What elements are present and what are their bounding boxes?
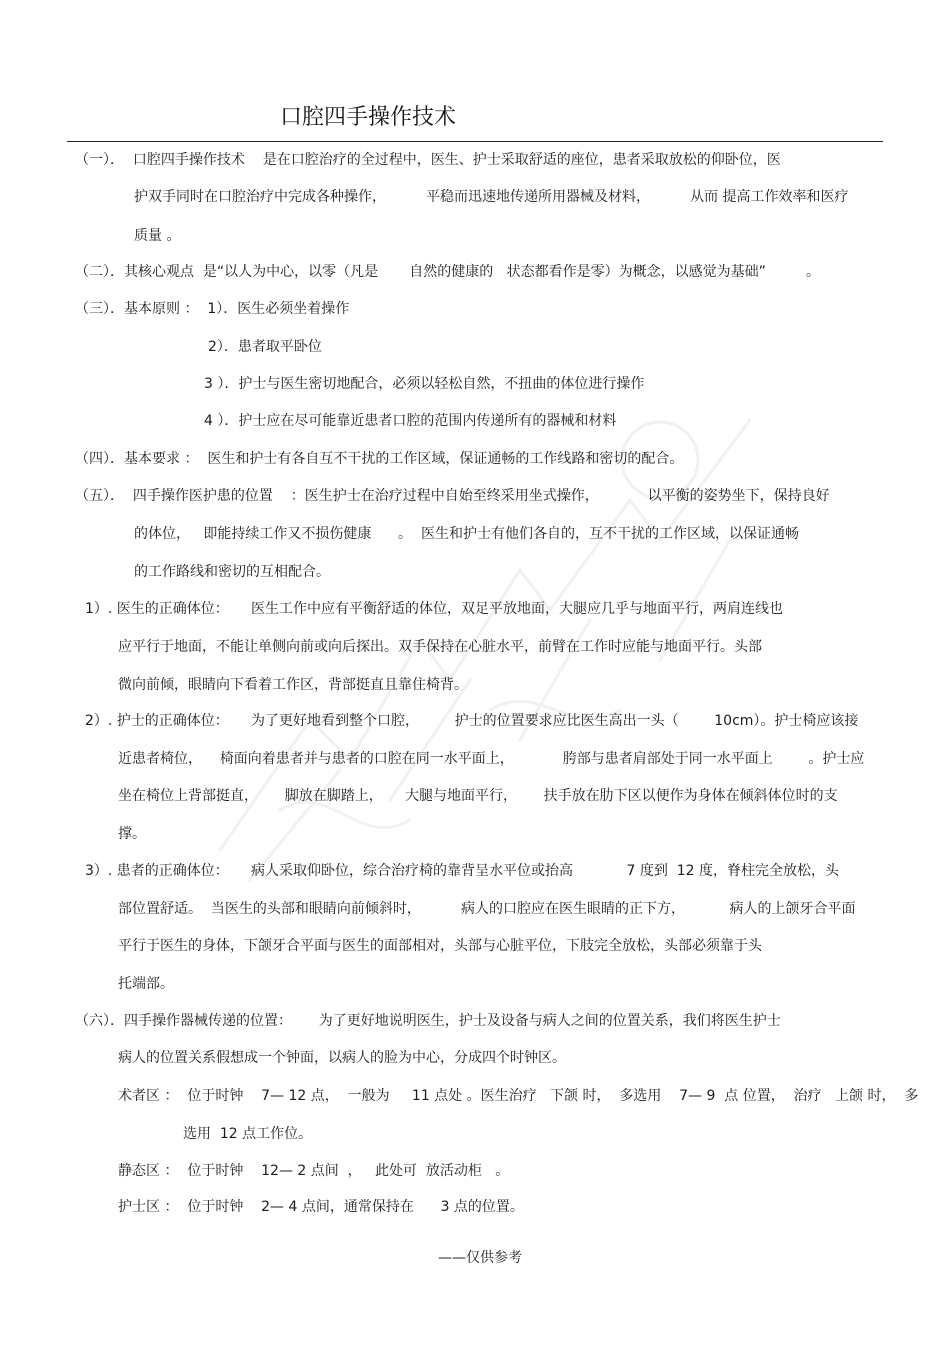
footer-note: ——仅供参考 [438, 1250, 522, 1266]
operator-zone-line-1: 术者区 ： 位于时钟 7— 12 点， 一般为 11 点处 。医生治疗 下颌 时， 多选用 7— 9 点 位置， 治疗 上颌 时， 多 [118, 1088, 919, 1104]
section-3-line-2: 2）．患者取平卧位 [208, 339, 322, 355]
nurse-zone-line: 护士区 ： 位于时钟 2— 4 点间，通常保持在 3 点的位置。 [118, 1199, 524, 1215]
doctor-position-line-2: 应平行于地面，不能让单侧向前或向后探出。双手保持在心脏水平，前臂在工作时应能与地面平行。头部 [118, 639, 762, 655]
static-zone-line: 静态区 ： 位于时钟 12— 2 点间 ， 此处可 放活动柜 。 [118, 1163, 510, 1179]
patient-position-line-4: 托端部。 [118, 976, 174, 992]
section-5-line-2: 的体位， 即能持续工作又不损伤健康 。 医生和护士有他们各自的，互不干扰的工作区域，以保证通畅 [134, 526, 799, 542]
patient-position-line-1: 3）. 患者的正确体位： 病人采取仰卧位，综合治疗椅的靠背呈水平位或抬高 7 度到 12 度，脊柱完全放松，头 [85, 863, 839, 879]
section-3-line-1: （三）．基本原则 ： 1）．医生必须坐着操作 [75, 301, 350, 317]
section-4-line-1: （四）．基本要求 ： 医生和护士有各自互不干扰的工作区域，保证通畅的工作线路和密切的配合。 [75, 451, 684, 467]
section-3-line-4: 4 ）．护士应在尽可能靠近患者口腔的范围内传递所有的器械和材料 [204, 413, 617, 429]
nurse-position-line-1: 2）. 护士的正确体位： 为了更好地看到整个口腔， 护士的位置要求应比医生高出一头（ 10cm）。护士椅应该接 [85, 713, 859, 729]
section-5-line-3: 的工作路线和密切的互相配合。 [134, 564, 330, 580]
document-title: 口腔四手操作技术 [280, 105, 457, 130]
section-1-line-2: 护双手同时在口腔治疗中完成各种操作， 平稳而迅速地传递所用器械及材料， 从而 提高工作效率和医疗 [134, 189, 849, 205]
nurse-position-line-4: 撑。 [118, 826, 146, 842]
doctor-position-line-3: 微向前倾，眼睛向下看着工作区，背部挺直且靠住椅背。 [118, 677, 468, 693]
section-6-line-1: （六）．四手操作器械传递的位置： 为了更好地说明医生，护士及设备与病人之间的位置关系，我们将医生护士 [75, 1013, 781, 1029]
section-1-line-1: （一）． 口腔四手操作技术 是在口腔治疗的全过程中，医生、护士采取舒适的座位，患者采取放松的仰卧位，医 [75, 152, 781, 168]
section-1-line-3: 质量 。 [134, 228, 181, 244]
title-underline [67, 141, 883, 142]
nurse-position-line-2: 近患者椅位， 椅面向着患者并与患者的口腔在同一水平面上， 胯部与患者肩部处于同一水平面上 。护士应 [118, 751, 865, 767]
patient-position-line-2: 部位置舒适。 当医生的头部和眼睛向前倾斜时， 病人的口腔应在医生眼睛的正下方， 病人的上颌牙合平面 [118, 901, 856, 917]
operator-zone-line-2: 选用 12 点工作位。 [183, 1126, 313, 1142]
section-5-line-1: （五）． 四手操作医护患的位置 ：医生护士在治疗过程中自始至终采用坐式操作， 以平衡的姿势坐下，保持良好 [75, 488, 830, 504]
doctor-position-line-1: 1）. 医生的正确体位： 医生工作中应有平衡舒适的体位，双足平放地面，大腿应几乎与地面平行，两肩连线也 [85, 601, 784, 617]
section-2-line-1: （二）．其核心观点 是“以人为中心，以零（凡是 自然的健康的 状态都看作是零）为概念，以感觉为基础” 。 [75, 264, 820, 280]
section-6-line-2: 病人的位置关系假想成一个钟面，以病人的脸为中心，分成四个时钟区。 [118, 1050, 566, 1066]
patient-position-line-3: 平行于医生的身体，下颌牙合平面与医生的面部相对，头部与心脏平位，下肢完全放松，头部必须靠于头 [118, 938, 762, 954]
section-3-line-3: 3 ）．护士与医生密切地配合，必须以轻松自然，不扭曲的体位进行操作 [204, 376, 645, 392]
nurse-position-line-3: 坐在椅位上背部挺直， 脚放在脚踏上， 大腿与地面平行， 扶手放在肋下区以便作为身体在倾斜体位时的支 [118, 788, 838, 804]
